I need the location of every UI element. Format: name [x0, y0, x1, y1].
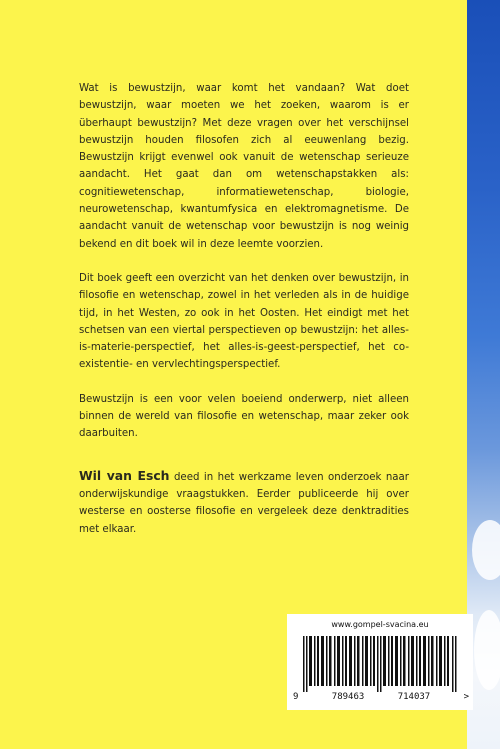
- isbn-group-2: 714037: [397, 692, 431, 702]
- blurb-paragraph-2: Dit boek geeft een overzicht van het denken over bewustzijn, in filosofie en wetenschap, zowel in het verleden als in de huidige tijd, in het Westen, zo ook in het Oosten. Het eindigt met het schetsen van een viertal perspectieven op bewustzijn: het alles-is-materie-perspectief, het alles-is-geest-perspectief, het co-existentie- en vervlechtingsperspectief.: [79, 272, 409, 371]
- isbn-barcode: [303, 636, 459, 692]
- cloud-shape: [472, 520, 500, 580]
- author-bio-text: deed in het werkzame leven onderzoek naar onderwijskundige vraagstukken. Eerder publiceerde hij over westerse en oosterse filosofie en vergeleek deze denktradities met elkaar.: [79, 471, 409, 535]
- isbn-group-1: 789463: [331, 692, 365, 702]
- isbn-first-digit: 9: [293, 692, 299, 702]
- isbn-arrow: >: [463, 692, 469, 702]
- barcode-panel: [287, 614, 473, 710]
- isbn-digits: [293, 692, 469, 702]
- blurb-paragraph-3: Bewustzijn is een voor velen boeiend onderwerp, niet alleen binnen de wereld van filosofie en wetenschap, maar zeker ook daarbuiten.: [79, 393, 409, 440]
- blurb-paragraph-1: Wat is bewustzijn, waar komt het vandaan? Wat doet bewustzijn, waar moeten we het zoeken, waarom is er überhaupt bewustzijn? Met deze vragen over het verschijnsel bewustzijn houden filosofen zich al eeuwenlang bezig. Bewustzijn krijgt evenwel ook vanuit de wetenschap serieuze aandacht. Het gaat dan om wetenschapstakken als: cognitiewetenschap, informatiewetenschap, biologie, neurowetenschap, kwantumfysica en elektromagnetisme. De aandacht vanuit de wetenschap voor bewustzijn is nog weinig bekend en dit boek wil in deze leemte voorzien.: [79, 83, 409, 250]
- back-cover-text: [79, 80, 409, 555]
- author-name: Wil van Esch: [79, 467, 170, 483]
- publisher-url: www.gompel-svacina.eu: [331, 620, 429, 629]
- cloud-shape: [474, 610, 500, 690]
- author-bio: [79, 467, 409, 538]
